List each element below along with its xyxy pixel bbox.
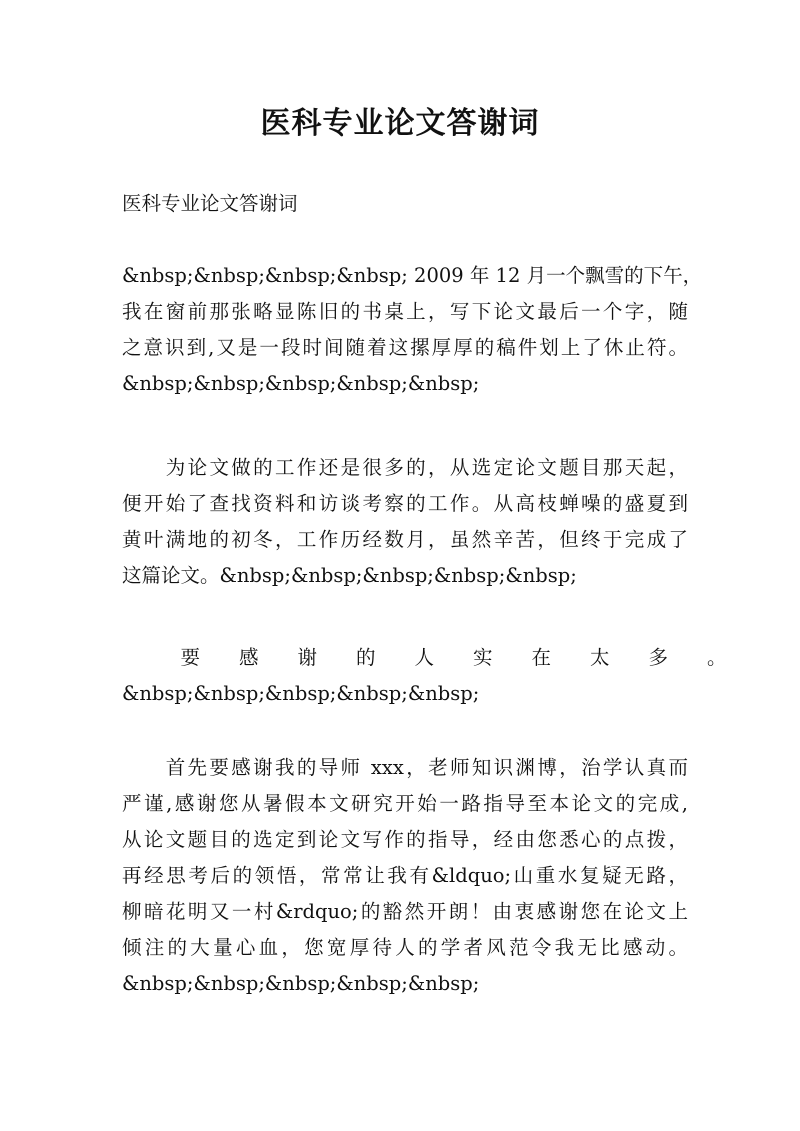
paragraph-2 <box>122 450 688 594</box>
paragraph-4 <box>122 750 688 1002</box>
paragraph-line: 为论文做的工作还是很多的，从选定论文题目那天起， <box>122 456 688 479</box>
paragraph-line: &nbsp;&nbsp;&nbsp;&nbsp;&nbsp; <box>122 682 480 705</box>
paragraph-line: 要 感 谢 的 人 实 在 太 多 。 <box>122 646 727 669</box>
paragraph-line: 再经思考后的领悟，常常让我有&ldquo;山重水复疑无路， <box>122 864 688 887</box>
paragraph-1 <box>122 258 703 402</box>
paragraph-line: &nbsp;&nbsp;&nbsp;&nbsp;&nbsp; <box>122 972 480 995</box>
paragraph-3 <box>122 640 727 712</box>
document-subtitle <box>122 186 688 222</box>
subtitle-line: 医科专业论文答谢词 <box>122 192 298 215</box>
paragraph-line: 严谨,感谢您从暑假本文研究开始一路指导至本论文的完成, <box>122 792 688 815</box>
paragraph-line: 从论文题目的选定到论文写作的指导，经由您悉心的点拨， <box>122 828 688 851</box>
paragraph-line: 之意识到,又是一段时间随着这摞厚厚的稿件划上了休止符。 <box>122 336 688 359</box>
paragraph-line: 黄叶满地的初冬，工作历经数月，虽然辛苦，但终于完成了 <box>122 528 688 551</box>
document-title: 医科专业论文答谢词 <box>260 106 540 141</box>
paragraph-line: 便开始了查找资料和访谈考察的工作。从高枝蝉噪的盛夏到 <box>122 492 688 515</box>
paragraph-line: &nbsp;&nbsp;&nbsp;&nbsp; 2009 年 12 月一个飘雪的下午， <box>122 264 703 287</box>
paragraph-line: 这篇论文。&nbsp;&nbsp;&nbsp;&nbsp;&nbsp; <box>122 564 577 587</box>
paragraph-line: 倾注的大量心血，您宽厚待人的学者风范令我无比感动。 <box>122 936 688 959</box>
paragraph-line: 我在窗前那张略显陈旧的书桌上，写下论文最后一个字，随 <box>122 300 688 323</box>
paragraph-line: 首先要感谢我的导师 xxx，老师知识渊博，治学认真而 <box>122 756 688 779</box>
paragraph-line: 柳暗花明又一村&rdquo;的豁然开朗！由衷感谢您在论文上 <box>122 900 688 923</box>
paragraph-line: &nbsp;&nbsp;&nbsp;&nbsp;&nbsp; <box>122 372 480 395</box>
